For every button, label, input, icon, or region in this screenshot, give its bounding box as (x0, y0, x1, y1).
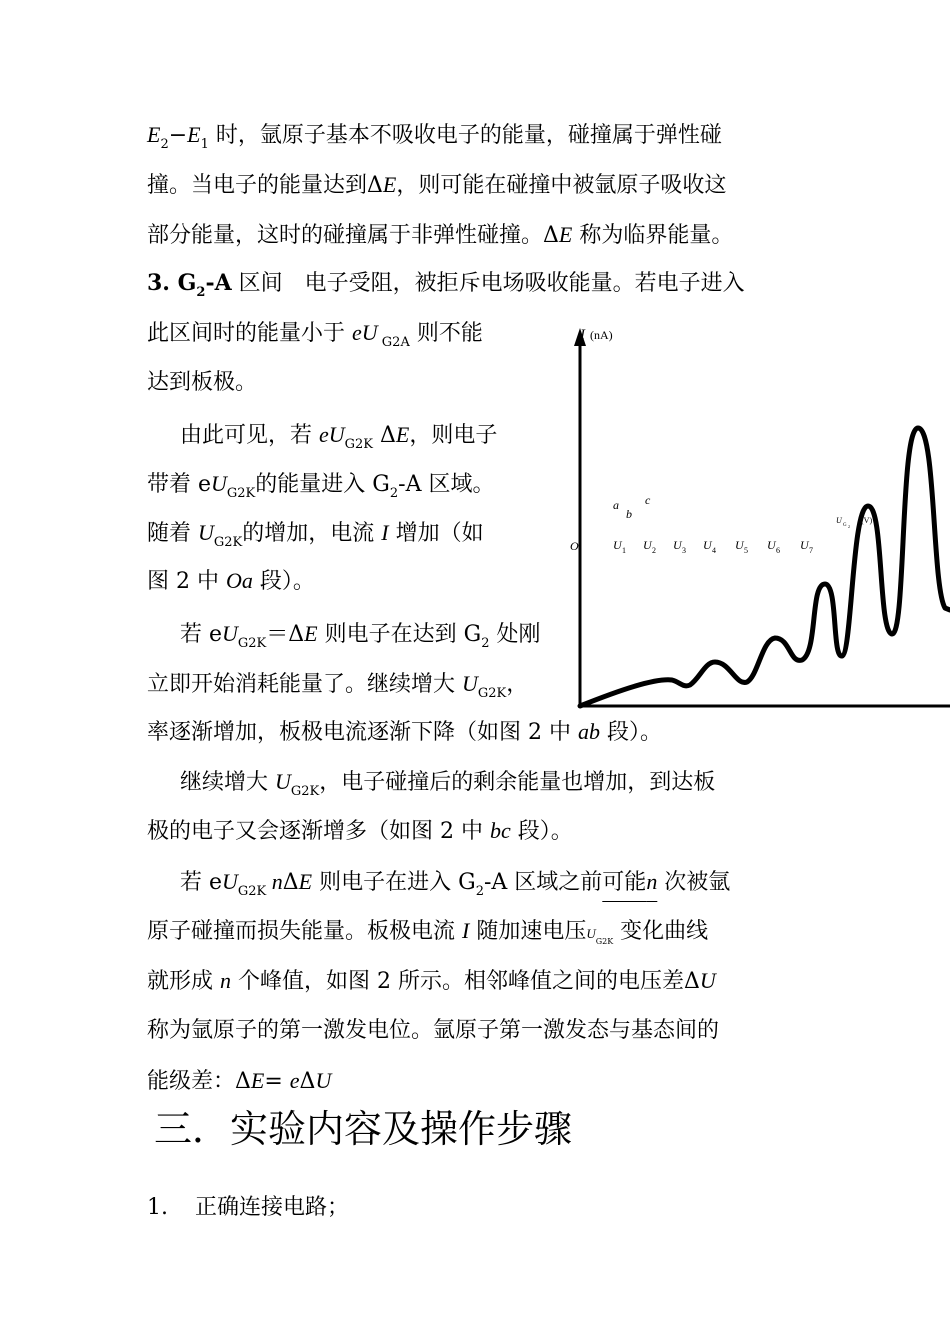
u-tick-label: U (643, 538, 652, 552)
text-line: 若 $eU_{G2K}$ nΔE 则电子在进入 $G_2-A$ 区域之前可能n 次被氩 (180, 869, 731, 899)
u-tick-subscript: 5 (744, 546, 748, 555)
text-line: 能级差：ΔE= eΔU (147, 1068, 332, 1094)
text-line: $E_2-E_1$ 时，氩原子基本不吸收电子的能量，碰撞属于弹性碰 (147, 122, 722, 152)
section-item-3: 3. $G_2-A$ 区间 电子受阻，被拒斥电场吸收能量。若电子进入 (147, 270, 745, 300)
text-line: 此区间时的能量小于 eU $_{G2A}$ 则不能 (147, 320, 483, 350)
ug2k-subscript: G (843, 523, 847, 528)
point-label-a: a (613, 498, 619, 512)
text-line: 撞。当电子的能量达到ΔE，则可能在碰撞中被氩原子吸收这 (147, 172, 727, 198)
text-line: 立即开始消耗能量了。继续增大 $U_{G2K}$， (147, 671, 529, 701)
u-tick-label: U (735, 538, 744, 552)
text-line: 继续增大 $U_{G2K}$，电子碰撞后的剩余能量也增加，到达板 (180, 769, 716, 799)
text-line: 带着 $eU_{G2K}$的能量进入 $G_2-A$ 区域。 (147, 471, 495, 501)
origin-label: O (570, 539, 579, 553)
list-item (147, 1193, 349, 1223)
u-tick-subscript: 2 (652, 546, 656, 555)
text-line: 若 $eU_{G2K}=\Delta E$ 则电子在达到 $G_2$ 处刚 (180, 621, 541, 651)
point-label-b: b (626, 507, 632, 521)
text-line: 图 2 中 Oa 段）。 (147, 568, 315, 594)
section-heading: 三．实验内容及操作步骤 (154, 1107, 573, 1151)
text-line: 就形成 n 个峰值，如图 2 所示。相邻峰值之间的电压差ΔU (147, 968, 716, 994)
y-axis-label: I (580, 327, 585, 343)
ug2k-label: U (836, 516, 842, 525)
text-line: 部分能量，这时的碰撞属于非弹性碰撞。ΔE 称为临界能量。 (147, 222, 734, 248)
text-line: 率逐渐增加，板极电流逐渐下降（如图 2 中 ab 段）。 (147, 719, 662, 745)
u-tick-subscript: 7 (809, 546, 813, 555)
u-tick-subscript: 6 (776, 546, 780, 555)
text-line: 随着 $U_{G2K}$的增加，电流 I 增加（如 (147, 520, 484, 550)
u-tick-label: U (613, 538, 622, 552)
ug2k-subscript-2: 2 (848, 524, 850, 529)
text-line: 由此可见，若 $eU_{G2K}$ ΔE，则电子 (180, 422, 498, 452)
text-line: 原子碰撞而损失能量。板极电流 I 随加速电压$U_{G2K}$ 变化曲线 (147, 918, 709, 946)
franck-hertz-figure (540, 318, 950, 732)
u-tick-label: U (673, 538, 682, 552)
text-line: 极的电子又会逐渐增多（如图 2 中 bc 段）。 (147, 818, 573, 844)
y-axis-unit: (nA) (590, 328, 613, 342)
list-item-text: 正确连接电路； (195, 1195, 350, 1220)
list-item-number: 1. (147, 1195, 168, 1220)
point-label-c: c (645, 493, 651, 507)
u-tick-subscript: 3 (682, 546, 686, 555)
text-line: 达到板极。 (147, 370, 258, 395)
u-tick-label: U (800, 538, 809, 552)
u-tick-subscript: 1 (622, 546, 626, 555)
u-tick-label: U (767, 538, 776, 552)
ug2k-unit: (V) (861, 516, 873, 525)
figure-svg (540, 318, 950, 728)
figure-background (540, 318, 950, 728)
text-line: 称为氩原子的第一激发电位。氩原子第一激发态与基态间的 (147, 1018, 720, 1043)
u-tick-label: U (703, 538, 712, 552)
u-tick-subscript: 4 (712, 546, 716, 555)
